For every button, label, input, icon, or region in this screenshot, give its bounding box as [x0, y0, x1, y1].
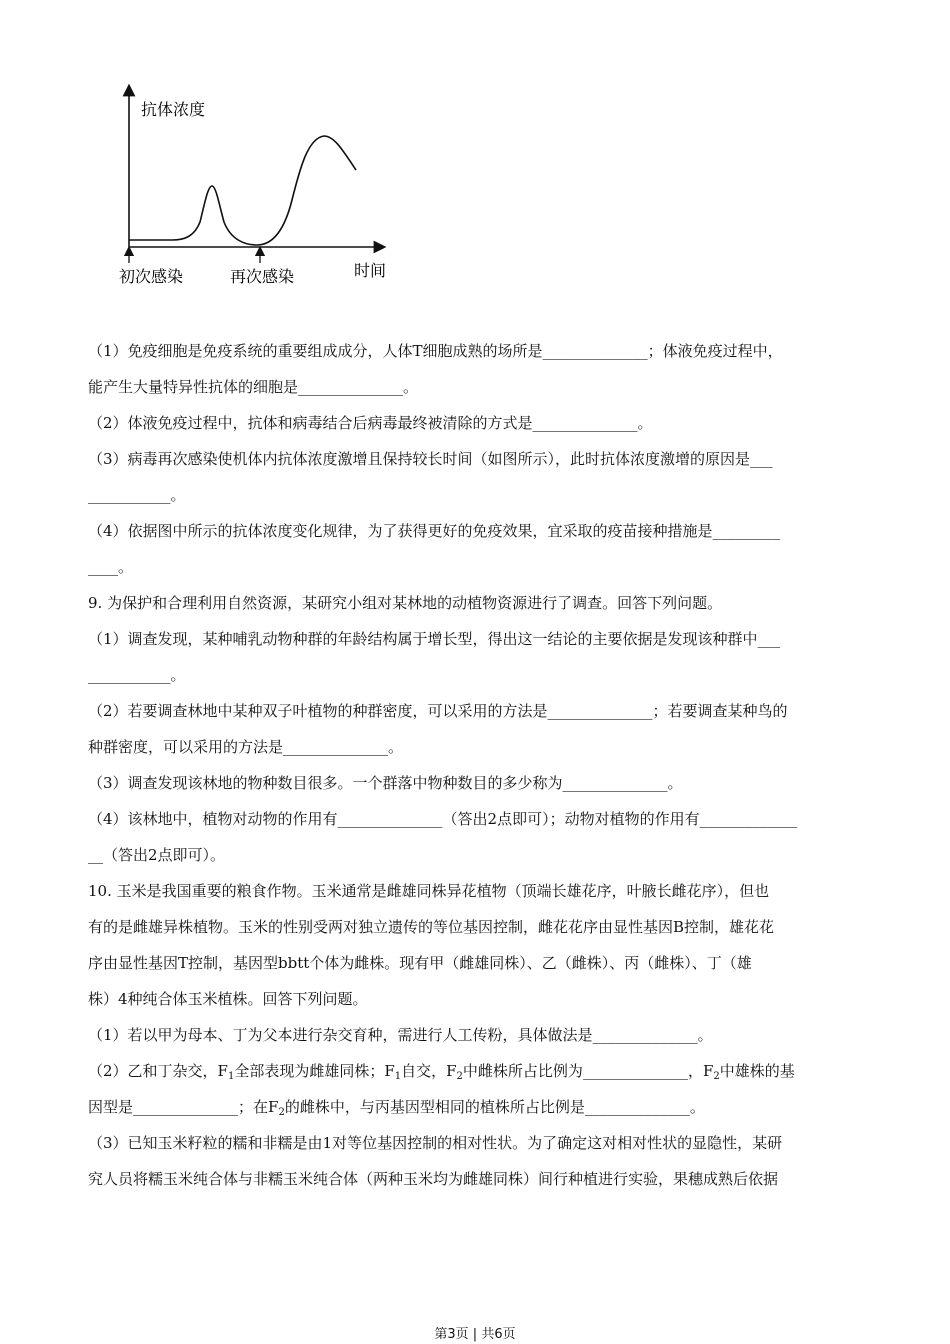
answer-blank[interactable]: ___________ [88, 486, 171, 504]
text: （1）调查发现，某种哺乳动物种群的年龄结构属于增长型，得出这一结论的主要依据是发现该种群中 [88, 630, 758, 648]
q10-s2-line1 [88, 1056, 863, 1092]
q9-s2-line1 [88, 696, 863, 732]
q8-s3-line1 [88, 444, 863, 480]
text: （3）调查发现该林地的物种数目很多。一个群落中物种数目的多少称为 [88, 774, 563, 792]
q10-stem-line3 [88, 948, 863, 984]
q8-s2 [88, 408, 863, 444]
text: （3）已知玉米籽粒的糯和非糯是由1对等位基因控制的相对性状。为了确定这对相对性状的显隐性，某研 [88, 1134, 783, 1152]
antibody-concentration-chart [112, 82, 402, 297]
text: 能产生大量特异性抗体的细胞是 [88, 378, 299, 396]
answer-blank[interactable]: ______________ [337, 810, 443, 828]
text: ；在F [238, 1098, 279, 1116]
answer-blank[interactable]: ___ [750, 450, 773, 468]
q10-stem-line2 [88, 912, 863, 948]
q9-s1-line2 [88, 660, 863, 696]
answer-blank[interactable]: ______________ [283, 738, 389, 756]
q8-s3-line2 [88, 480, 863, 516]
subscript: 1 [227, 1071, 235, 1082]
answer-blank[interactable]: ______________ [547, 702, 653, 720]
text: （4）依据图中所示的抗体浓度变化规律，为了获得更好的免疫效果，宜采取的疫苗接种措施是 [88, 522, 713, 540]
text: 全部表现为雌雄同株；F [234, 1062, 395, 1080]
q9-s1-line1 [88, 624, 863, 660]
q9-s3 [88, 768, 863, 804]
answer-blank[interactable]: ______________ [584, 1098, 690, 1116]
text: （答出2点即可）；动物对植物的作用有 [442, 810, 700, 828]
reinfection-label: 再次感染 [230, 267, 295, 286]
text: 中雌株所占比例为 [462, 1062, 583, 1080]
q10-s3-line1 [88, 1128, 863, 1164]
text: 自交，F [401, 1062, 457, 1080]
answer-blank[interactable]: _________ [712, 522, 781, 540]
q9-stem [88, 588, 863, 624]
text: 。 [170, 666, 186, 684]
answer-blank[interactable]: ___________ [88, 666, 171, 684]
q10-stem-line4 [88, 984, 863, 1020]
text: ；体液免疫过程中， [647, 342, 783, 360]
text: （4）该林地中，植物对动物的作用有 [88, 810, 338, 828]
text: 中雄株的基 [719, 1062, 795, 1080]
question-content [88, 336, 863, 1200]
answer-blank[interactable]: _____________ [699, 810, 798, 828]
chart-svg [112, 82, 402, 297]
q10-s2-line2 [88, 1092, 863, 1128]
answer-blank[interactable]: ______________ [298, 378, 404, 396]
x-axis-label: 时间 [354, 261, 387, 280]
y-axis-label: 抗体浓度 [141, 100, 206, 119]
answer-blank[interactable]: ____ [88, 558, 118, 576]
text: 种群密度，可以采用的方法是 [88, 738, 284, 756]
answer-blank[interactable]: ______________ [133, 1098, 239, 1116]
q8-s1-line2 [88, 372, 863, 408]
text: （答出2点即可）。 [103, 846, 226, 864]
text: 。 [637, 414, 653, 432]
q8-s4-line1 [88, 516, 863, 552]
text: 因型是 [88, 1098, 134, 1116]
text: 。 [388, 738, 404, 756]
q10-s3-line2 [88, 1164, 863, 1200]
answer-blank[interactable]: ______________ [582, 1062, 688, 1080]
text: ；若要调查某种鸟的 [652, 702, 788, 720]
q9-s2-line2 [88, 732, 863, 768]
subscript: 2 [456, 1071, 463, 1082]
subscript: 1 [394, 1071, 402, 1082]
answer-blank[interactable]: ______________ [542, 342, 648, 360]
text: 9. 为保护和合理利用自然资源，某研究小组对某林地的动植物资源进行了调查。回答下列问题。 [88, 594, 723, 612]
q8-s4-line2 [88, 552, 863, 588]
text: （2）若要调查林地中某种双子叶植物的种群密度，可以采用的方法是 [88, 702, 548, 720]
q9-s4-line2 [88, 840, 863, 876]
q9-s4-line1 [88, 804, 863, 840]
q10-stem-line1 [88, 876, 863, 912]
q8-s1-line1 [88, 336, 863, 372]
text: 10. 玉米是我国重要的粮食作物。玉米通常是雌雄同株异花植物（顶端长雄花序，叶腋长雌花序），但也 [88, 882, 770, 900]
text: （2）乙和丁杂交，F [88, 1062, 228, 1080]
text: 株）4种纯合体玉米植株。回答下列问题。 [88, 990, 368, 1008]
text: 。 [689, 1098, 705, 1116]
text: 。 [697, 1026, 713, 1044]
page-footer: 第3页 | 共6页 [434, 1327, 516, 1342]
first-infection-label: 初次感染 [119, 267, 184, 286]
text: ，F [687, 1062, 714, 1080]
text: （3）病毒再次感染使机体内抗体浓度激增且保持较长时间（如图所示），此时抗体浓度激增的原因是 [88, 450, 751, 468]
text: （1）若以甲为母本、丁为父本进行杂交育种，需进行人工传粉，具体做法是 [88, 1026, 593, 1044]
text: （1）免疫细胞是免疫系统的重要组成成分，人体T细胞成熟的场所是 [88, 342, 543, 360]
text: 序由显性基因T控制，基因型bbtt个体为雌株。现有甲（雌雄同株）、乙（雌株）、丙（雌株）、丁（雄 [88, 954, 752, 972]
text: 。 [170, 486, 186, 504]
text: 。 [667, 774, 683, 792]
subscript: 2 [278, 1107, 285, 1118]
answer-blank[interactable]: ______________ [592, 1026, 698, 1044]
answer-blank[interactable]: ___ [757, 630, 781, 648]
text: 有的是雌雄异株植物。玉米的性别受两对独立遗传的等位基因控制，雌花花序由显性基因B控制，雄花花 [88, 918, 775, 936]
text: 。 [118, 558, 134, 576]
text: 的雌株中，与丙基因型相同的植株所占比例是 [284, 1098, 585, 1116]
text: （2）体液免疫过程中，抗体和病毒结合后病毒最终被清除的方式是 [88, 414, 533, 432]
answer-blank[interactable]: ______________ [562, 774, 668, 792]
antibody-curve [129, 136, 356, 245]
text: 究人员将糯玉米纯合体与非糯玉米纯合体（两种玉米均为雌雄同株）间行种植进行实验，果穗成熟后依据 [88, 1170, 779, 1188]
answer-blank[interactable]: ______________ [532, 414, 638, 432]
q10-s1 [88, 1020, 863, 1056]
text: 。 [403, 378, 419, 396]
subscript: 2 [713, 1071, 720, 1082]
answer-blank[interactable]: __ [88, 846, 103, 864]
